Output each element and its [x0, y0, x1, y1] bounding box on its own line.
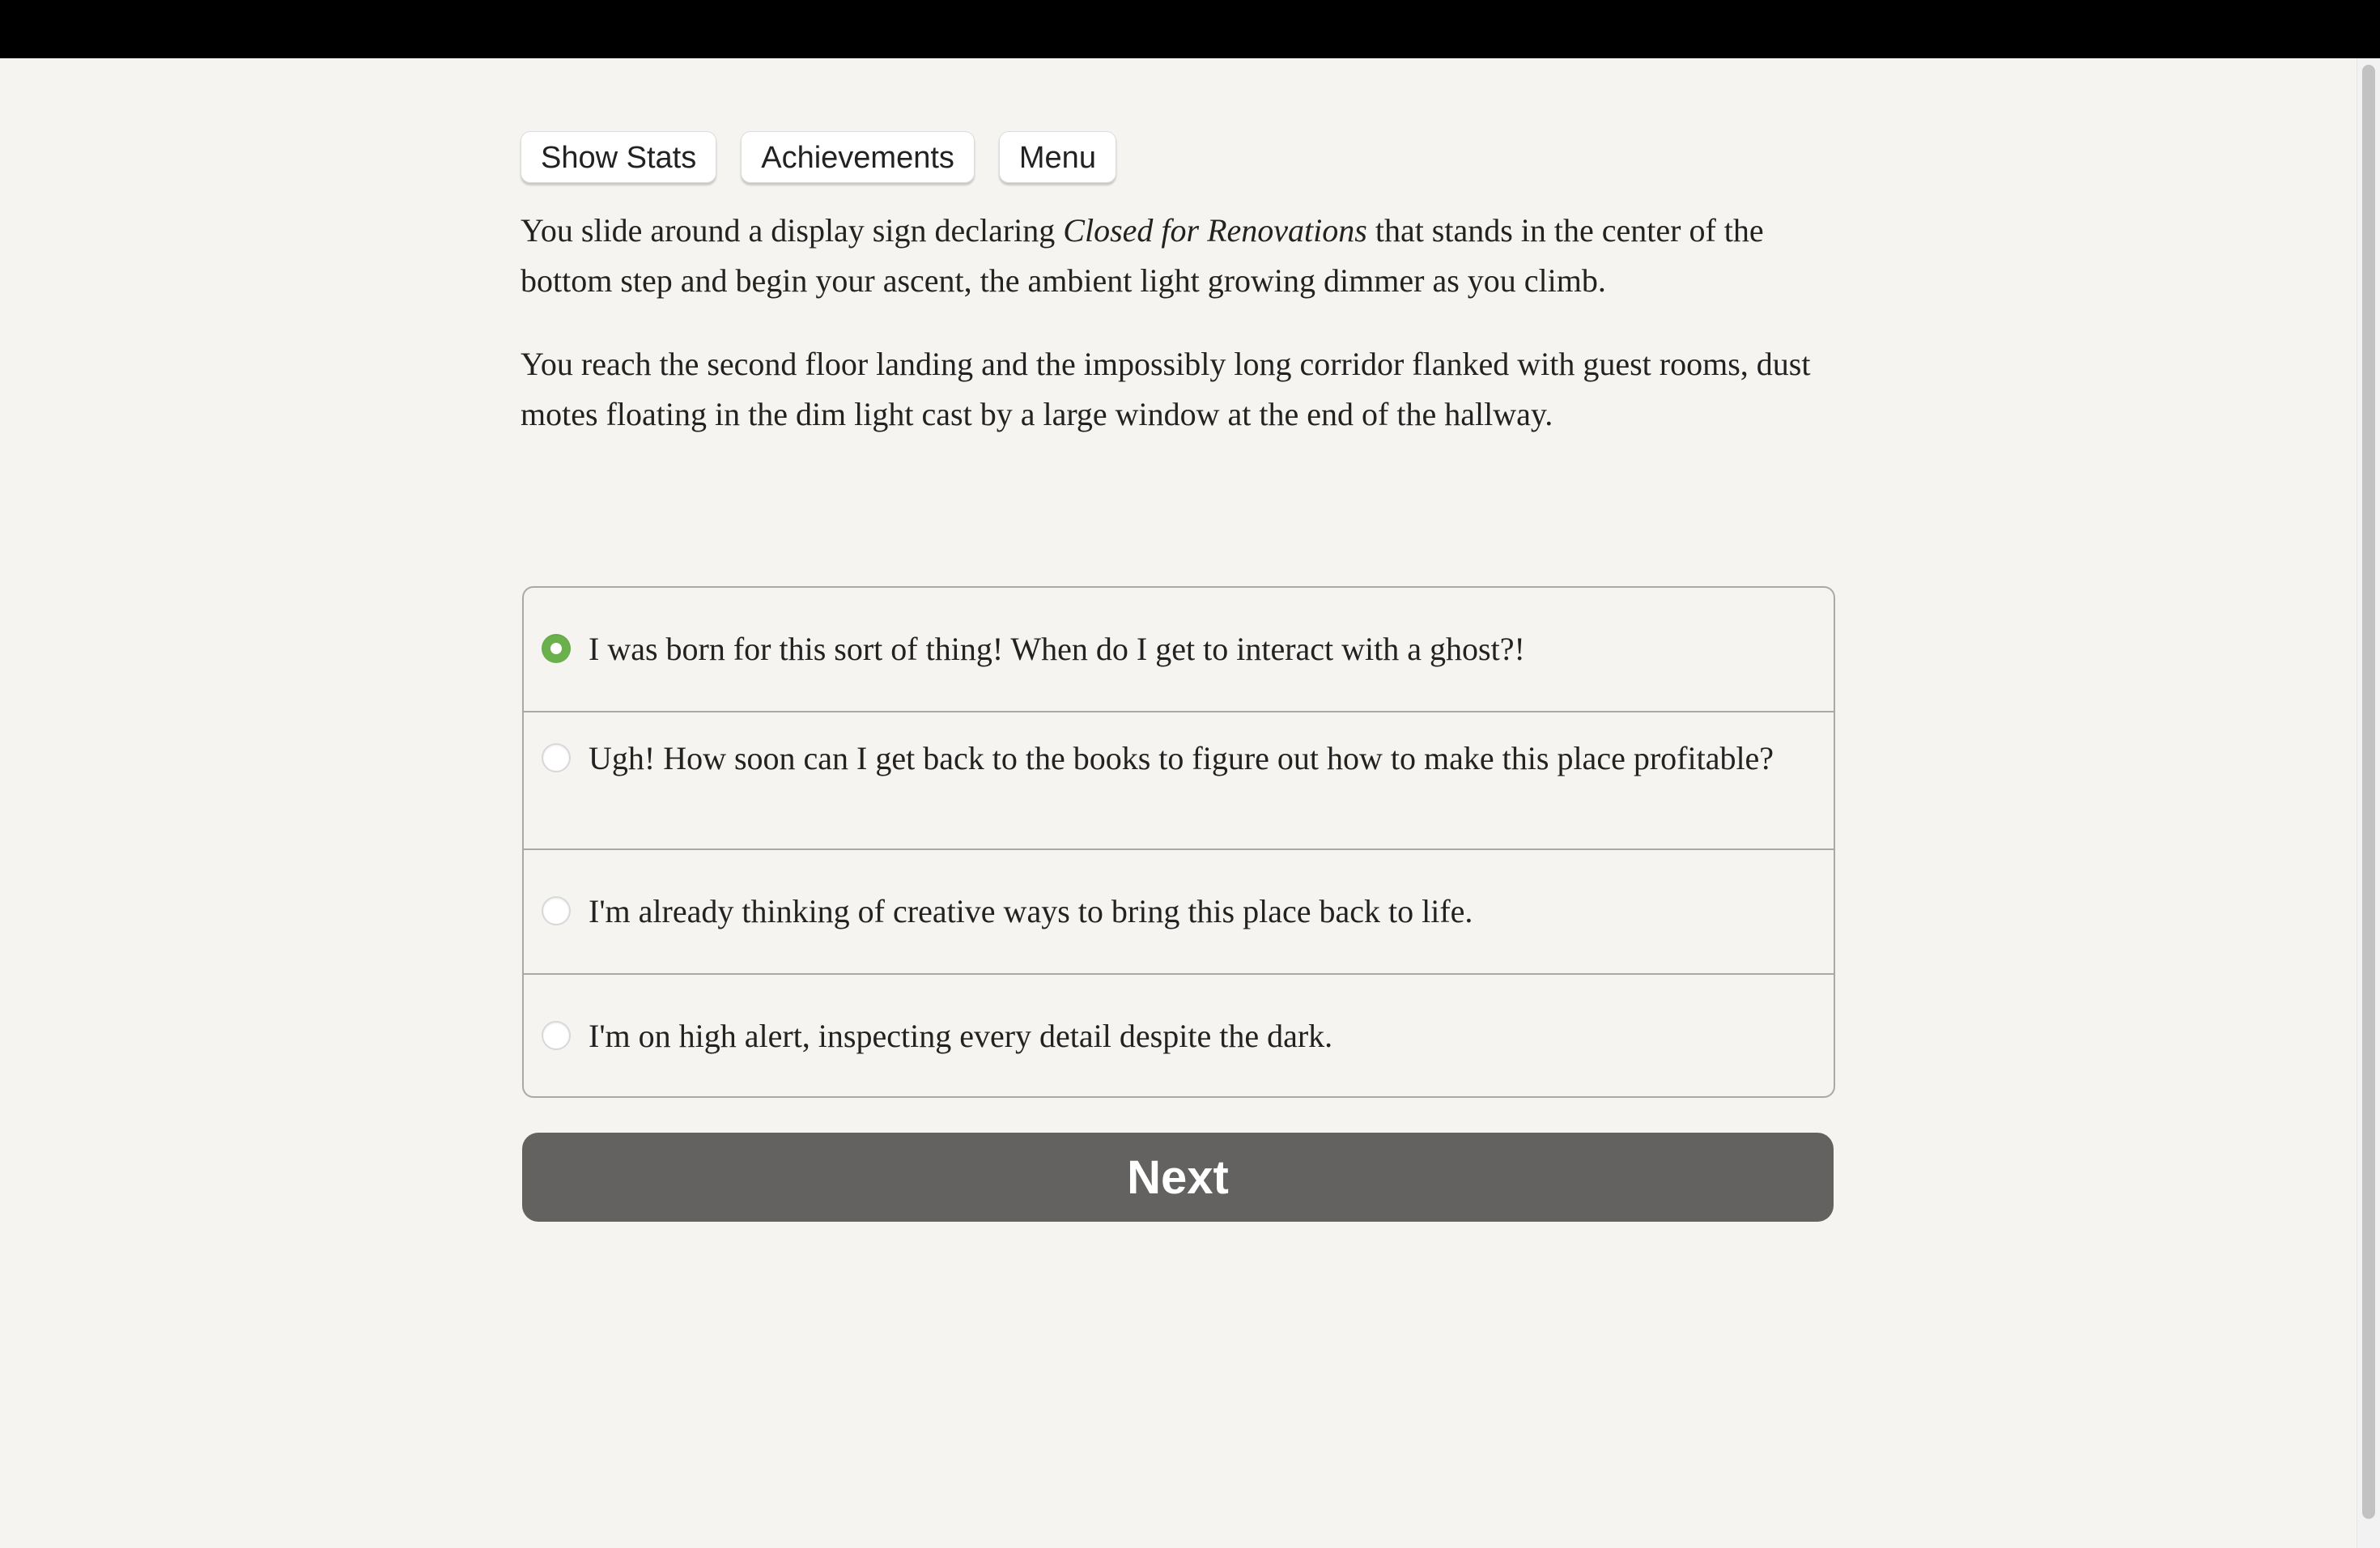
toolbar	[521, 131, 1834, 183]
achievements-button[interactable]: Achievements	[741, 131, 975, 183]
choice-label: I was born for this sort of thing! When do I get to interact with a ghost?!	[589, 631, 1525, 667]
scrollbar[interactable]	[2357, 58, 2380, 1548]
choice-label: I'm on high alert, inspecting every detail despite the dark.	[589, 1018, 1333, 1054]
top-black-bar	[0, 0, 2380, 58]
radio-unselected-icon[interactable]	[542, 896, 571, 925]
choice-option-1[interactable]	[524, 588, 1834, 711]
choice-option-3[interactable]	[524, 848, 1834, 973]
next-button[interactable]: Next	[522, 1133, 1834, 1222]
scrollbar-thumb[interactable]	[2362, 65, 2375, 1519]
menu-button[interactable]: Menu	[999, 131, 1116, 183]
story-paragraph-1	[521, 206, 1834, 306]
game-content	[521, 131, 1834, 1204]
choice-option-2[interactable]	[524, 711, 1834, 848]
choice-option-4[interactable]	[524, 973, 1834, 1096]
radio-selected-icon[interactable]	[542, 634, 571, 663]
story-text-span: You slide around a display sign declaring	[521, 212, 1064, 249]
radio-unselected-icon[interactable]	[542, 1021, 571, 1050]
show-stats-button[interactable]: Show Stats	[521, 131, 716, 183]
radio-unselected-icon[interactable]	[542, 743, 571, 772]
story-text	[521, 206, 1834, 440]
choice-label: Ugh! How soon can I get back to the books to figure out how to make this place profitable?	[589, 740, 1774, 776]
story-paragraph-2: You reach the second floor landing and the impossibly long corridor flanked with guest rooms, dust motes floating in the dim light cast by a large window at the end of the hallway.	[521, 346, 1811, 432]
choice-list	[522, 586, 1835, 1098]
story-text-span: that stands in the center of the bottom step and begin your ascent, the ambient light growing dimmer as you climb.	[521, 212, 1764, 299]
choice-label: I'm already thinking of creative ways to bring this place back to life.	[589, 893, 1473, 929]
sign-text-italic: Closed for Renovations	[1063, 212, 1367, 249]
